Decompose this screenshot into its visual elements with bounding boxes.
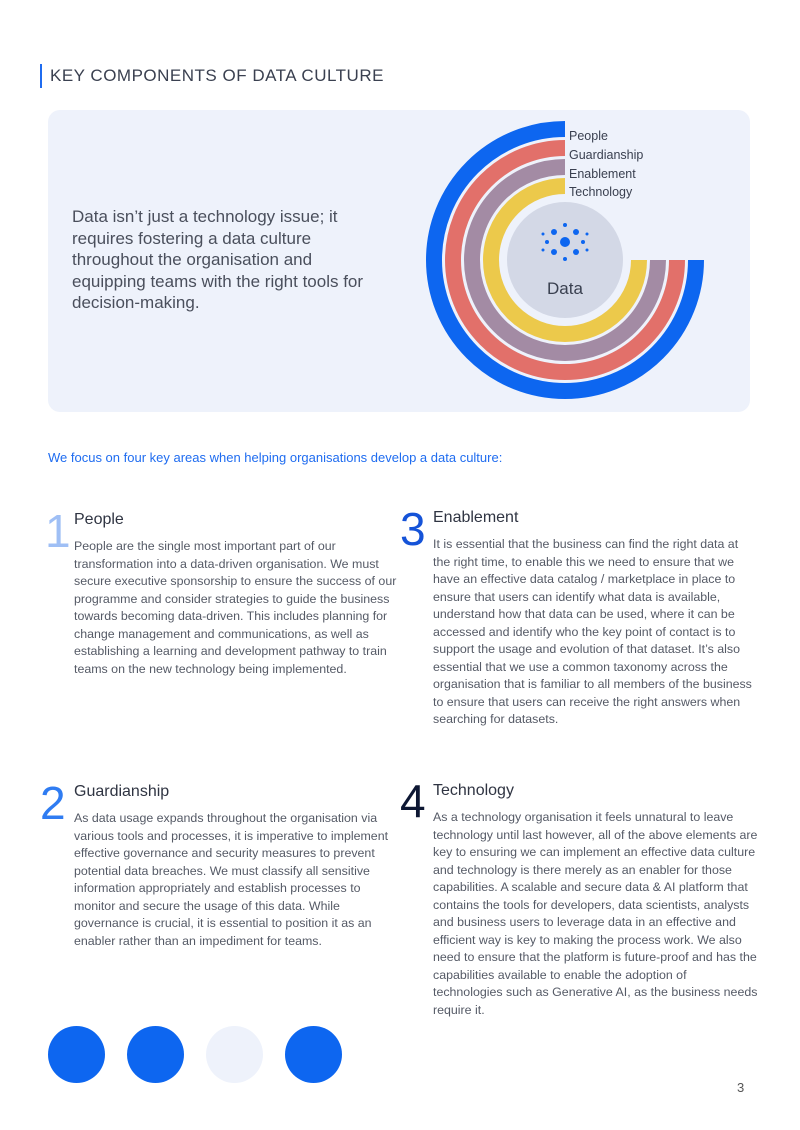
card-number-4: 4 (400, 775, 426, 827)
card-title: People (74, 511, 124, 528)
card-body: As data usage expands throughout the organisation via various tools and processes, it is imperative to implement effective governance and security measures to prevent potential data breaches. We must classify all sensitive information appropriately and establish processes to monitor and secure the usage of this data. While governance is crucial, it is essential to position it as an enabler rather than an impediment for teams. (74, 811, 389, 948)
dot-3 (206, 1026, 263, 1083)
card-title: Enablement (433, 509, 519, 526)
card-body: It is essential that the business can find the right data at the right time, to enable this we need to ensure that we have an effective data catalog / marketplace in place to ensure that users can identify what data is available, understand how that data can be used, where it can be accessed and identify who the key point of contact is to support the usage and evolution of that dataset. It’s also essential that we use a common taxonomy across the organisation that is familiar to all members of the business to ensure that users can receive the right answers when searching for datasets. (433, 537, 752, 726)
dot-2 (127, 1026, 184, 1083)
card-number-3: 3 (400, 503, 426, 555)
page-number: 3 (737, 1080, 745, 1095)
data-label: Data (547, 279, 583, 298)
card-body: As a technology organisation it feels unnatural to leave technology until last however, all of the above elements are key to ensuring we can implement an effective data culture and technology is there merely as an enabler for those capabilities. A scalable and secure data & AI platform that contains the tools for developers, data scientists, analysts and business users to leverage data in an effective and efficient way is key to making the process work. We also need to ensure that the platform is future-proof and has the capabilities available to enable the adoption of technologies such as Generative AI, as the business needs require it. (433, 810, 758, 1017)
card-body: People are the single most important part of our transformation into a data-driven organisation. We must secure executive sponsorship to ensure the success of our programme and consider strategies to guide the business towards becoming data-driven. This includes planning for change management and communications, as well as establishing a learning and development pathway to train teams on the new technology being implemented. (74, 539, 397, 676)
ring-label-technology: Technology (569, 185, 633, 199)
card-number-1: 1 (45, 505, 71, 557)
dot-1 (48, 1026, 105, 1083)
card-title: Guardianship (74, 783, 170, 800)
intro-text: We focus on four key areas when helping organisations develop a data culture: (48, 450, 503, 465)
ring-label-enablement: Enablement (569, 167, 636, 181)
card-enablement (433, 508, 758, 729)
card-people (74, 510, 404, 678)
card-number-2: 2 (40, 777, 66, 829)
hero-panel (48, 110, 750, 412)
ring-label-people: People (569, 129, 608, 143)
card-title: Technology (433, 782, 514, 799)
hero-text: Data isn’t just a technology issue; it requires fostering a data culture throughout the organisation and equipping teams with the right tools for decision-making. (72, 207, 364, 312)
card-guardianship (74, 782, 404, 950)
section-title: KEY COMPONENTS OF DATA CULTURE (40, 64, 384, 88)
ring-label-guardianship: Guardianship (569, 148, 644, 162)
data-culture-ring-diagram (48, 110, 750, 412)
dot-4 (285, 1026, 342, 1083)
card-technology (433, 781, 758, 1019)
